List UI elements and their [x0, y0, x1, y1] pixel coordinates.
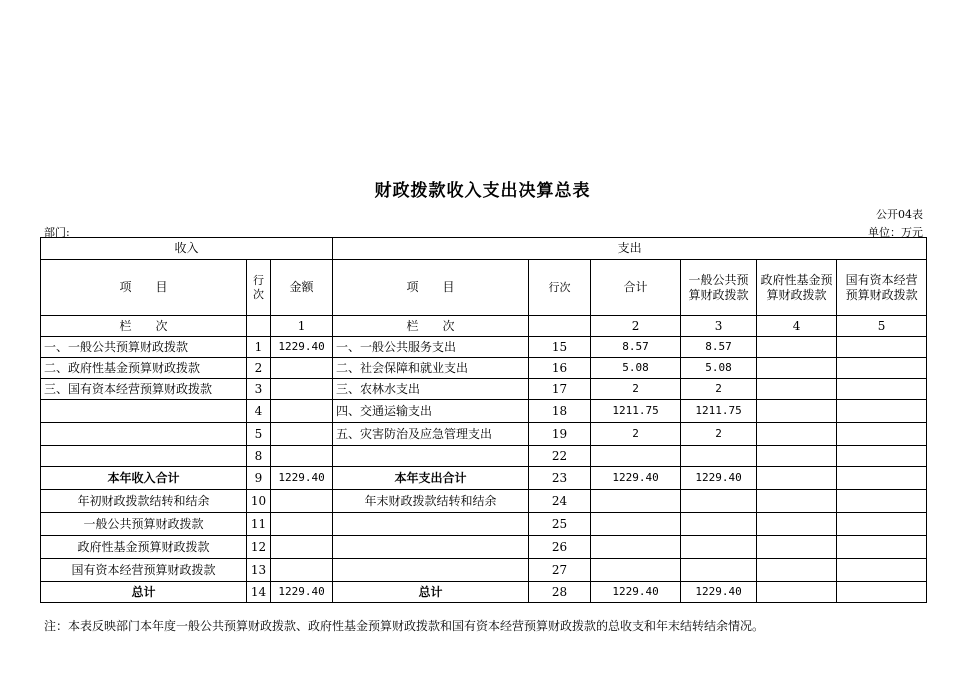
expense-line-cell: 23	[529, 467, 591, 490]
expense-line-cell: 18	[529, 400, 591, 423]
expense-line-cell: 15	[529, 337, 591, 358]
form-number: 公开04表	[876, 208, 923, 221]
expense-item-cell: 三、农林水支出	[333, 379, 529, 400]
income-amount-cell	[271, 358, 333, 379]
gov-fund-header: 政府性基金预算财政拨款	[757, 260, 837, 316]
lanci-3: 3	[681, 316, 757, 337]
expense-item-cell: 四、交通运输支出	[333, 400, 529, 423]
income-amount-cell	[271, 536, 333, 559]
state-capital-header: 国有资本经营预算财政拨款	[837, 260, 927, 316]
expense-item-cell	[333, 513, 529, 536]
expense-item-cell: 年末财政拨款结转和结余	[333, 490, 529, 513]
general-budget-amount-cell: 8.57	[681, 337, 757, 358]
lanci-blank	[247, 316, 271, 337]
lanci-label-expense: 栏 次	[333, 316, 529, 337]
unit-label: 单位：万元	[868, 226, 923, 239]
footnote: 注：本表反映部门本年度一般公共预算财政拨款、政府性基金预算财政拨款和国有资本经营预算财政拨款的总收支和年末结转结余情况。	[44, 619, 765, 633]
group-header-row	[41, 238, 927, 260]
table-row	[41, 379, 927, 400]
state-capital-amount-cell	[837, 490, 927, 513]
income-amount-cell: 1229.40	[271, 467, 333, 490]
general-budget-amount-cell: 1229.40	[681, 582, 757, 603]
gov-fund-amount-cell	[757, 379, 837, 400]
income-amount-cell: 1229.40	[271, 582, 333, 603]
income-item-cell	[41, 446, 247, 467]
state-capital-amount-cell	[837, 536, 927, 559]
gov-fund-amount-cell	[757, 400, 837, 423]
income-amount-cell	[271, 490, 333, 513]
expense-item-cell	[333, 559, 529, 582]
lanci-5: 5	[837, 316, 927, 337]
table-row	[41, 582, 927, 603]
expense-item-header: 项 目	[333, 260, 529, 316]
income-line-header: 行次	[247, 260, 271, 316]
expense-line-cell: 26	[529, 536, 591, 559]
expense-line-cell: 16	[529, 358, 591, 379]
expense-total-cell: 1211.75	[591, 400, 681, 423]
table-row	[41, 358, 927, 379]
table-row	[41, 490, 927, 513]
expense-line-cell: 24	[529, 490, 591, 513]
income-line-cell: 12	[247, 536, 271, 559]
gov-fund-amount-cell	[757, 559, 837, 582]
expense-line-header: 行次	[529, 260, 591, 316]
expense-total-header: 合计	[591, 260, 681, 316]
income-item-cell: 年初财政拨款结转和结余	[41, 490, 247, 513]
general-budget-amount-cell	[681, 446, 757, 467]
column-number-row	[41, 316, 927, 337]
gov-fund-amount-cell	[757, 423, 837, 446]
table-row	[41, 513, 927, 536]
income-item-cell: 二、政府性基金预算财政拨款	[41, 358, 247, 379]
income-line-cell: 8	[247, 446, 271, 467]
income-item-cell	[41, 423, 247, 446]
gov-fund-amount-cell	[757, 467, 837, 490]
general-budget-amount-cell	[681, 536, 757, 559]
gov-fund-amount-cell	[757, 582, 837, 603]
income-line-cell: 11	[247, 513, 271, 536]
expense-item-cell: 本年支出合计	[333, 467, 529, 490]
department-label: 部门:	[44, 226, 70, 239]
income-item-cell: 总计	[41, 582, 247, 603]
general-budget-amount-cell: 5.08	[681, 358, 757, 379]
lanci-label-income: 栏 次	[41, 316, 247, 337]
gov-fund-amount-cell	[757, 490, 837, 513]
income-item-cell: 国有资本经营预算财政拨款	[41, 559, 247, 582]
expense-total-cell: 2	[591, 423, 681, 446]
income-amount-cell	[271, 423, 333, 446]
income-item-cell	[41, 400, 247, 423]
general-budget-header: 一般公共预算财政拨款	[681, 260, 757, 316]
lanci-2: 2	[591, 316, 681, 337]
income-line-cell: 5	[247, 423, 271, 446]
column-header-row	[41, 260, 927, 316]
income-line-cell: 4	[247, 400, 271, 423]
expense-line-cell: 25	[529, 513, 591, 536]
state-capital-amount-cell	[837, 582, 927, 603]
income-amount-cell	[271, 559, 333, 582]
expense-item-cell: 二、社会保障和就业支出	[333, 358, 529, 379]
expense-line-cell: 27	[529, 559, 591, 582]
table-row	[41, 337, 927, 358]
expense-line-cell: 28	[529, 582, 591, 603]
gov-fund-amount-cell	[757, 536, 837, 559]
table-row	[41, 446, 927, 467]
income-header: 收入	[41, 238, 333, 260]
expense-line-cell: 19	[529, 423, 591, 446]
expense-total-cell	[591, 490, 681, 513]
income-item-cell: 一、一般公共预算财政拨款	[41, 337, 247, 358]
income-amount-cell	[271, 513, 333, 536]
income-line-cell: 3	[247, 379, 271, 400]
state-capital-amount-cell	[837, 559, 927, 582]
table-row	[41, 536, 927, 559]
general-budget-amount-cell: 2	[681, 379, 757, 400]
expense-line-cell: 22	[529, 446, 591, 467]
expense-header: 支出	[333, 238, 927, 260]
general-budget-amount-cell	[681, 490, 757, 513]
gov-fund-amount-cell	[757, 337, 837, 358]
gov-fund-amount-cell	[757, 358, 837, 379]
expense-total-cell	[591, 559, 681, 582]
table-row	[41, 467, 927, 490]
expense-total-cell	[591, 536, 681, 559]
lanci-blank	[529, 316, 591, 337]
expense-total-cell	[591, 446, 681, 467]
expense-item-cell	[333, 536, 529, 559]
income-amount-cell	[271, 446, 333, 467]
state-capital-amount-cell	[837, 467, 927, 490]
expense-line-cell: 17	[529, 379, 591, 400]
income-line-cell: 13	[247, 559, 271, 582]
state-capital-amount-cell	[837, 446, 927, 467]
income-item-cell: 一般公共预算财政拨款	[41, 513, 247, 536]
table-row	[41, 559, 927, 582]
gov-fund-amount-cell	[757, 513, 837, 536]
state-capital-amount-cell	[837, 379, 927, 400]
summary-table	[40, 237, 927, 603]
expense-item-cell	[333, 446, 529, 467]
gov-fund-amount-cell	[757, 446, 837, 467]
state-capital-amount-cell	[837, 400, 927, 423]
income-amount-cell	[271, 379, 333, 400]
expense-item-cell: 五、灾害防治及应急管理支出	[333, 423, 529, 446]
income-item-cell: 本年收入合计	[41, 467, 247, 490]
income-line-cell: 14	[247, 582, 271, 603]
general-budget-amount-cell	[681, 559, 757, 582]
expense-total-cell: 2	[591, 379, 681, 400]
table-row	[41, 423, 927, 446]
income-amount-cell: 1229.40	[271, 337, 333, 358]
state-capital-amount-cell	[837, 337, 927, 358]
general-budget-amount-cell: 1229.40	[681, 467, 757, 490]
lanci-1: 1	[271, 316, 333, 337]
income-item-header: 项 目	[41, 260, 247, 316]
expense-total-cell: 5.08	[591, 358, 681, 379]
expense-total-cell: 1229.40	[591, 582, 681, 603]
lanci-4: 4	[757, 316, 837, 337]
page-title: 财政拨款收入支出决算总表	[374, 181, 591, 201]
general-budget-amount-cell: 2	[681, 423, 757, 446]
expense-item-cell: 一、一般公共服务支出	[333, 337, 529, 358]
expense-total-cell: 8.57	[591, 337, 681, 358]
income-line-cell: 2	[247, 358, 271, 379]
income-line-cell: 1	[247, 337, 271, 358]
income-line-cell: 10	[247, 490, 271, 513]
income-line-cell: 9	[247, 467, 271, 490]
income-item-cell: 政府性基金预算财政拨款	[41, 536, 247, 559]
general-budget-amount-cell: 1211.75	[681, 400, 757, 423]
expense-total-cell: 1229.40	[591, 467, 681, 490]
income-item-cell: 三、国有资本经营预算财政拨款	[41, 379, 247, 400]
income-amount-header: 金额	[271, 260, 333, 316]
state-capital-amount-cell	[837, 513, 927, 536]
expense-total-cell	[591, 513, 681, 536]
state-capital-amount-cell	[837, 358, 927, 379]
table-row	[41, 400, 927, 423]
state-capital-amount-cell	[837, 423, 927, 446]
expense-item-cell: 总计	[333, 582, 529, 603]
income-amount-cell	[271, 400, 333, 423]
general-budget-amount-cell	[681, 513, 757, 536]
